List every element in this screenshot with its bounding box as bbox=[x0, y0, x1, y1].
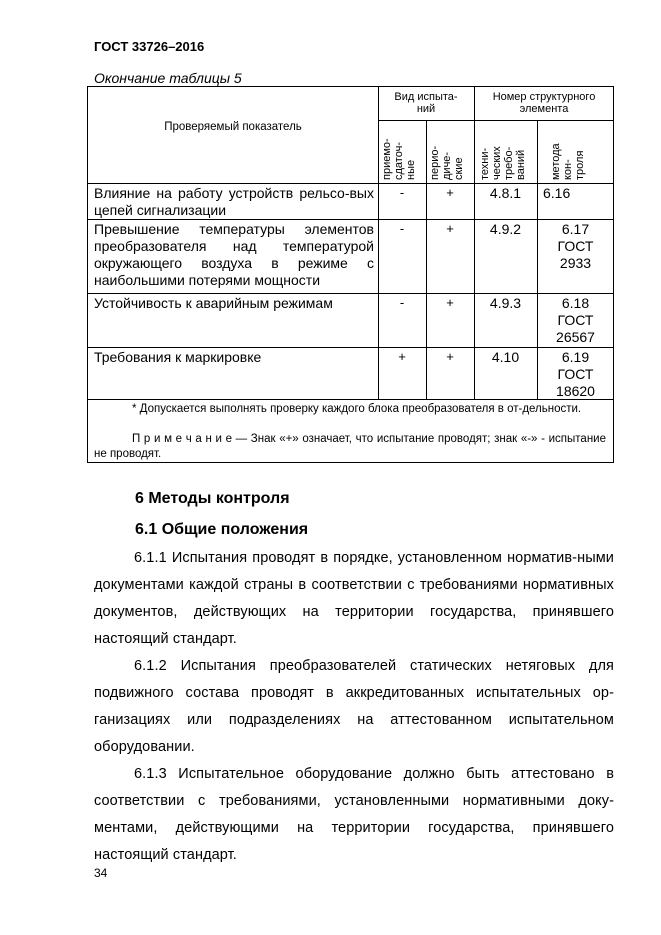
row-periodic-mark: + bbox=[446, 295, 454, 310]
row-method-ref: 6.19 ГОСТ 18620 bbox=[556, 349, 595, 399]
row-requirement-ref: 4.9.2 bbox=[489, 221, 522, 237]
row-indicator: Превышение температуры элементов преобразователя над температурой окружающего воздуха в режиме с наибольшими потерями мощности bbox=[94, 221, 374, 288]
table-hline bbox=[88, 293, 614, 294]
row-periodic-mark: + bbox=[446, 349, 454, 364]
row-acceptance-mark: - bbox=[399, 221, 405, 236]
paragraph: 6.1.2 Испытания преобразователей статических нетяговых для подвижного состава проводят в аккредитованных испытательных ор-ганизациях или подразделениях на аттестованном испытательном оборудовании. bbox=[94, 658, 614, 755]
table-hline bbox=[378, 120, 614, 121]
page-number: 34 bbox=[94, 866, 108, 880]
header-indicator: Проверяемый показатель bbox=[164, 121, 302, 133]
header-tech-requirements: техни- ческих требо- ваний bbox=[479, 146, 527, 180]
table-note: П р и м е ч а н и е — Знак «+» означает, что испытание проводят; знак «-» - испытание не проводят. bbox=[94, 433, 606, 460]
table-vline bbox=[378, 87, 379, 399]
row-requirement-ref: 4.8.1 bbox=[489, 185, 522, 201]
row-requirement-ref: 4.10 bbox=[491, 349, 520, 365]
table-hline bbox=[88, 399, 614, 400]
header-structural-number: Номер структурного элемента bbox=[492, 91, 596, 115]
paragraph: 6.1.3 Испытательное оборудование должно быть аттестовано в соответствии с требованиями, установленными нормативными доку-ментами, действующими на территории государства, принявшего настоящий стандарт. bbox=[94, 766, 614, 863]
table-hline bbox=[88, 183, 614, 184]
row-indicator: Устойчивость к аварийным режимам bbox=[94, 295, 333, 311]
table-vline bbox=[426, 120, 427, 399]
table-caption: Окончание таблицы 5 bbox=[94, 70, 242, 86]
paragraph: 6.1.1 Испытания проводят в порядке, установленном норматив-ными документами каждой страны в соответствии с требованиями нормативных документов, действующих на территории государства, принявшего настоящий стандарт. bbox=[94, 550, 614, 647]
row-acceptance-mark: + bbox=[398, 349, 406, 364]
document-id: ГОСТ 33726–2016 bbox=[94, 39, 205, 54]
section-heading: 6 Методы контроля bbox=[135, 490, 290, 507]
header-control-method: метода кон- троля bbox=[550, 143, 586, 180]
row-indicator: Требования к маркировке bbox=[94, 349, 262, 365]
row-periodic-mark: + bbox=[446, 185, 454, 200]
table-footnote: * Допускается выполнять проверку каждого блока преобразователя в от-дельности. bbox=[132, 403, 582, 415]
table-hline bbox=[88, 219, 614, 220]
header-periodic: перио- диче- ские bbox=[429, 145, 465, 180]
row-acceptance-mark: - bbox=[399, 185, 405, 200]
header-acceptance: приемо- сдаточ- ные bbox=[381, 138, 417, 180]
row-method-ref: 6.18 ГОСТ 26567 bbox=[556, 295, 595, 345]
row-periodic-mark: + bbox=[446, 221, 454, 236]
subsection-heading: 6.1 Общие положения bbox=[135, 521, 309, 538]
row-indicator: Влияние на работу устройств рельсо-вых цепей сигнализации bbox=[94, 185, 374, 218]
row-method-ref: 6.17 ГОСТ 2933 bbox=[557, 221, 594, 271]
table-hline bbox=[88, 347, 614, 348]
table-5 bbox=[87, 86, 614, 463]
row-method-ref: 6.16 bbox=[543, 185, 571, 201]
row-acceptance-mark: - bbox=[399, 295, 405, 310]
header-test-type: Вид испыта- ний bbox=[394, 91, 458, 115]
row-requirement-ref: 4.9.3 bbox=[489, 295, 522, 311]
